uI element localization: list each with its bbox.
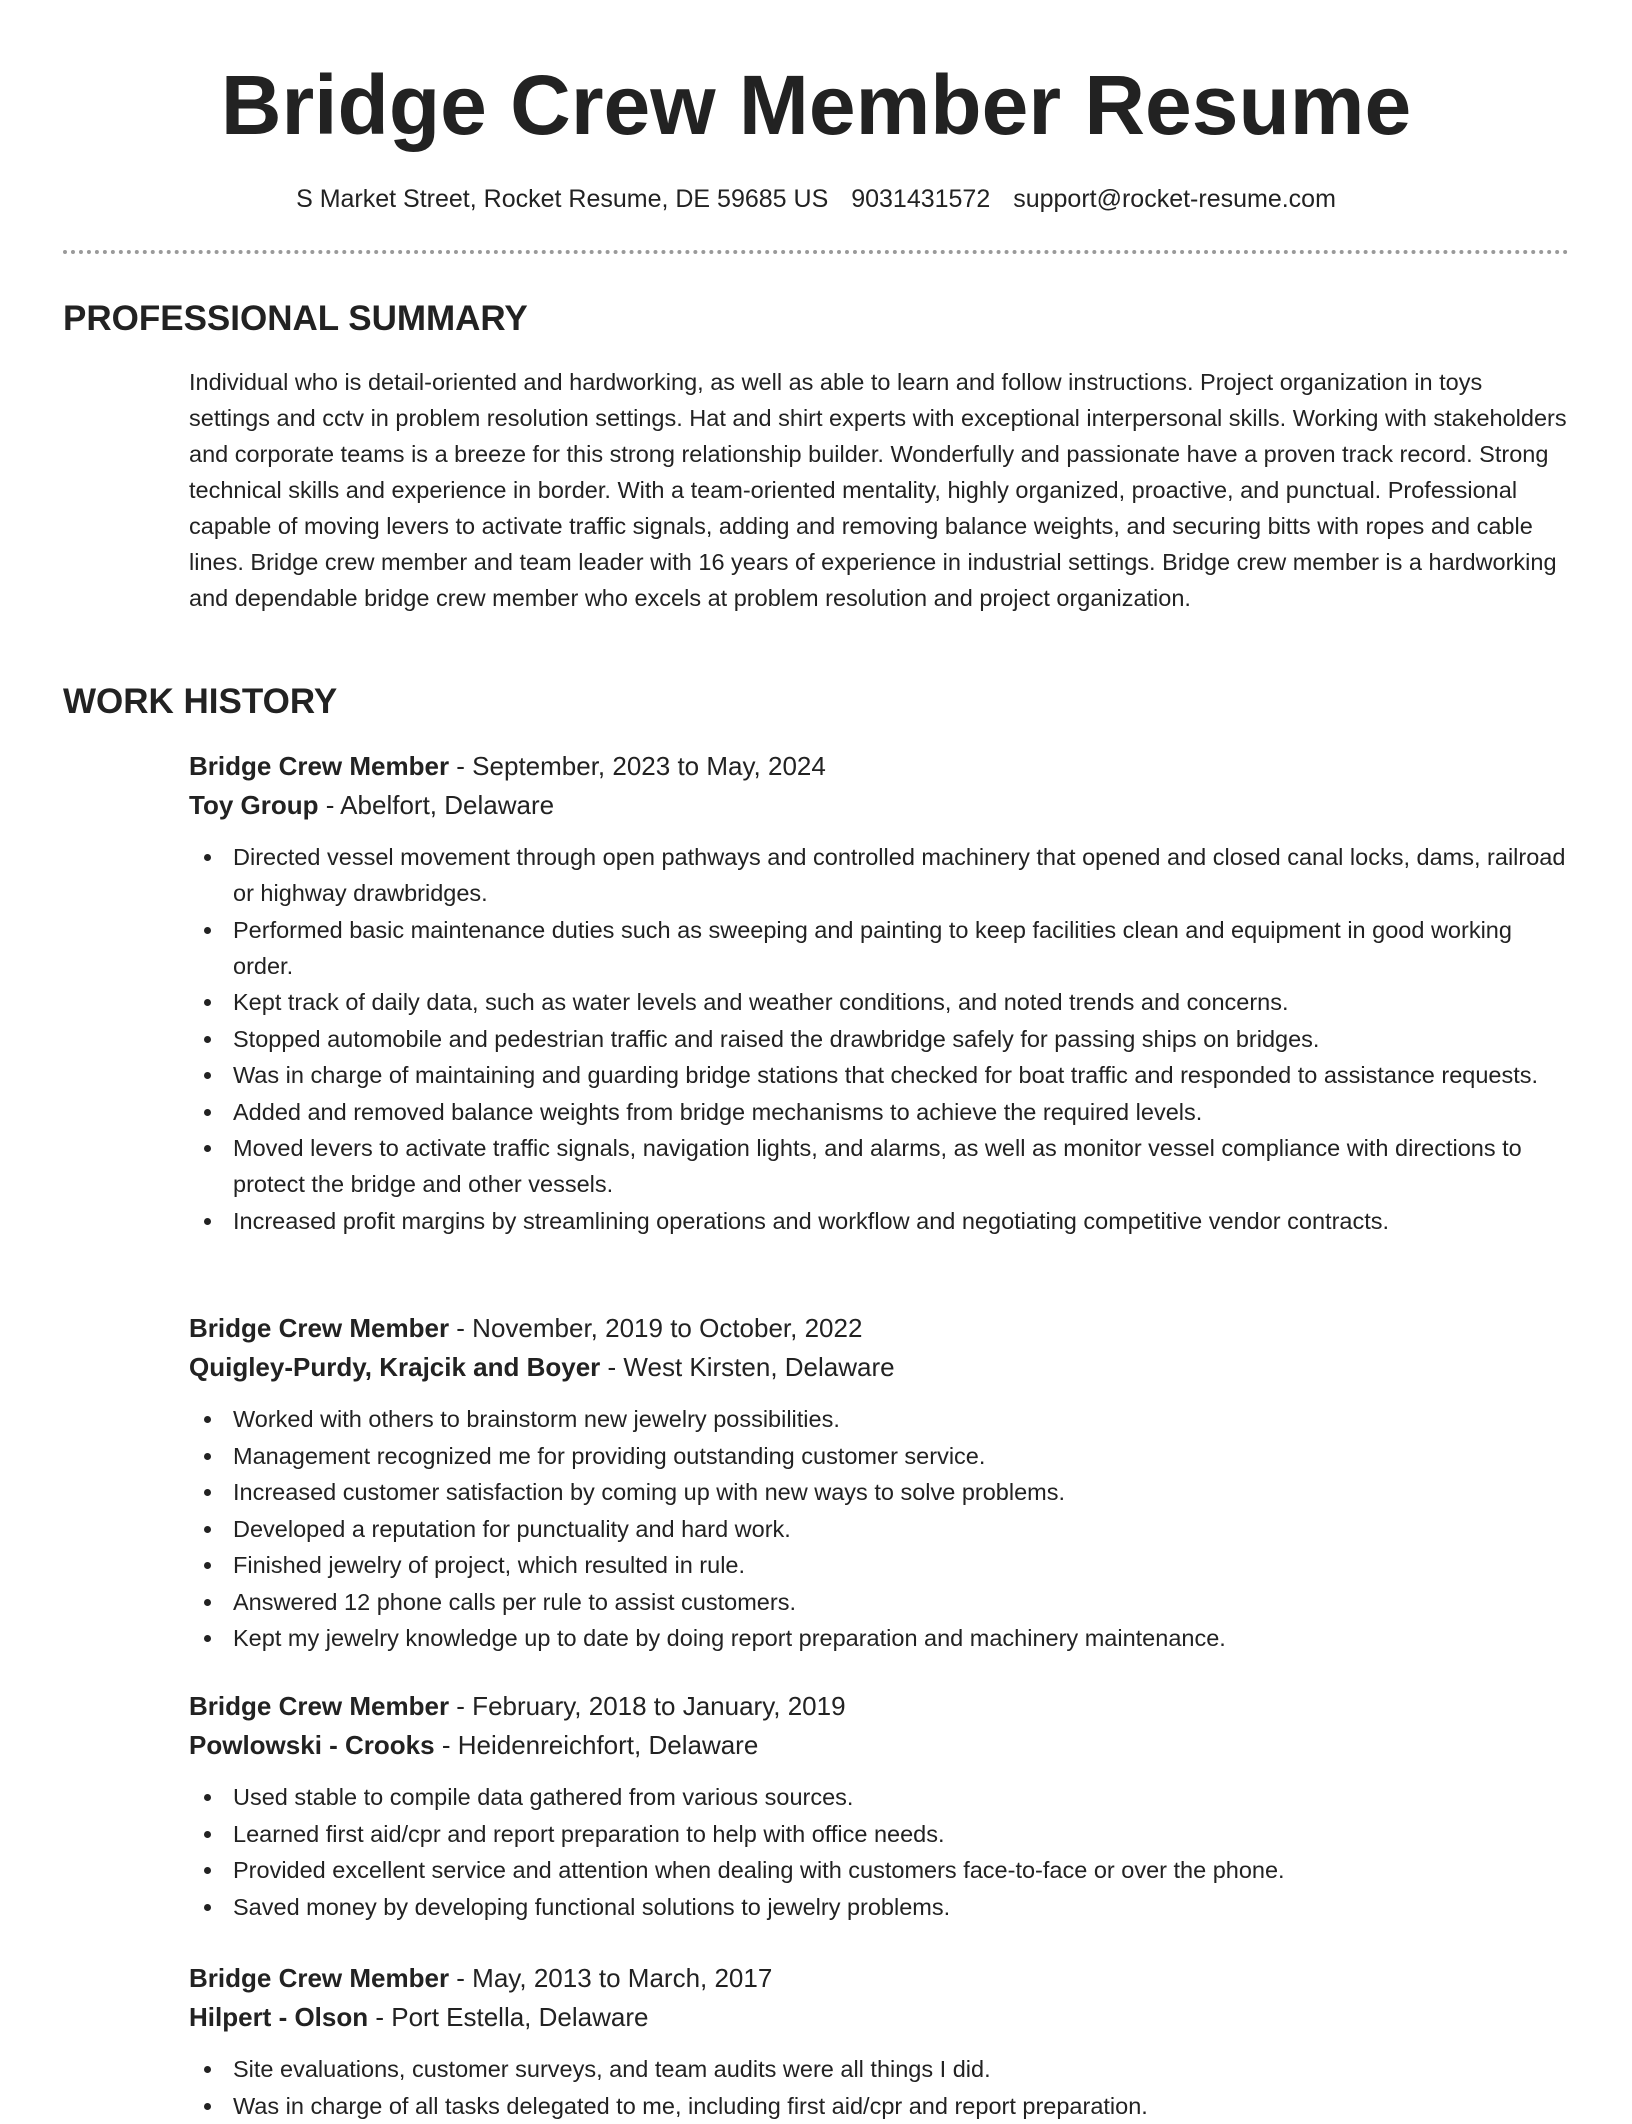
bullet-text: Increased profit margins by streamlining operations and workflow and negotiating competitive vendor contracts. — [233, 1207, 1390, 1234]
bullet-text: Moved levers to activate traffic signals, navigation lights, and alarms, as well as monitor vessel compliance with directions to protect the bridge and other vessels. — [233, 1135, 1522, 1197]
job-company: Powlowski - Crooks — [189, 1730, 435, 1760]
job-dates: - November, 2019 to October, 2022 — [449, 1313, 863, 1343]
job-company-line — [189, 1348, 1569, 1387]
section-title-work-history: WORK HISTORY — [63, 682, 338, 721]
bullet-icon — [204, 2103, 211, 2110]
job-bullets — [189, 839, 1569, 1239]
list-item — [189, 2051, 1569, 2087]
bullet-text: Worked with others to brainstorm new jewelry possibilities. — [233, 1406, 840, 1432]
list-item — [189, 1474, 1569, 1510]
job-bullets — [189, 1401, 1569, 1656]
bullet-text: Provided excellent service and attention when dealing with customers face-to-face or over the phone. — [233, 1857, 1285, 1883]
bullet-icon — [204, 1453, 211, 1460]
job-dates: - May, 2013 to March, 2017 — [449, 1963, 773, 1993]
bullet-icon — [204, 1904, 211, 1911]
list-item — [189, 1547, 1569, 1583]
bullet-icon — [204, 999, 211, 1006]
bullet-text: Answered 12 phone calls per rule to assist customers. — [233, 1588, 796, 1615]
bullet-text: Was in charge of maintaining and guarding bridge stations that checked for boat traffic and responded to assistance requests. — [233, 1062, 1539, 1088]
bullet-icon — [204, 854, 211, 861]
address-text: S Market Street, Rocket Resume, DE 59685 US — [296, 185, 829, 213]
job-company: Quigley-Purdy, Krajcik and Boyer — [189, 1352, 601, 1382]
list-item — [189, 1584, 1569, 1620]
job-location: - Abelfort, Delaware — [318, 790, 555, 820]
list-item — [189, 1130, 1569, 1202]
job-company-line — [189, 1998, 1569, 2037]
bullet-icon — [204, 1416, 211, 1423]
job-role: Bridge Crew Member — [189, 751, 450, 781]
job-company-line — [189, 1726, 1569, 1765]
bullet-text: Management recognized me for providing outstanding customer service. — [233, 1442, 986, 1469]
phone-text: 9031431572 — [851, 185, 991, 213]
bullet-text: Added and removed balance weights from bridge mechanisms to achieve the required levels. — [233, 1098, 1203, 1125]
bullet-icon — [204, 1867, 211, 1874]
bullet-text: Performed basic maintenance duties such as sweeping and painting to keep facilities clean and equipment in good working order. — [233, 916, 1512, 979]
email-text: support@rocket-resume.com — [1013, 185, 1336, 213]
bullet-icon — [204, 1218, 211, 1225]
job-company: Hilpert - Olson — [189, 2002, 369, 2032]
bullet-icon — [204, 1794, 211, 1801]
bullet-icon — [204, 1562, 211, 1569]
bullet-text: Finished jewelry of project, which resulted in rule. — [233, 1552, 746, 1578]
bullet-icon — [204, 1036, 211, 1043]
bullet-text: Increased customer satisfaction by coming up with new ways to solve problems. — [233, 1479, 1066, 1505]
job-bullets — [189, 1779, 1569, 1925]
section-title-summary: PROFESSIONAL SUMMARY — [63, 299, 528, 338]
summary-text: Individual who is detail-oriented and hardworking, as well as able to learn and follow instructions. Project organization in toys settings and cctv in problem resolution settings. Hat and shirt experts with exceptional interpersonal skills. Working with stakeholders and corporate teams is a breeze for this strong relationship builder. Wonderfully and passionate have a proven track record. Strong technical skills and experience in border. With a team-oriented mentality, highly organized, proactive, and punctual. Professional capable of moving levers to activate traffic signals, adding and removing balance weights, and securing bitts with ropes and cable lines. Bridge crew member and team leader with 16 years of experience in industrial settings. Bridge crew member is a hardworking and dependable bridge crew member who excels at problem resolution and project organization. — [189, 369, 1567, 611]
bullet-icon — [204, 1635, 211, 1642]
job-title-line — [189, 1687, 1569, 1726]
bullet-icon — [204, 1489, 211, 1496]
list-item — [189, 1852, 1569, 1888]
list-item — [189, 1779, 1569, 1815]
bullet-text: Kept track of daily data, such as water levels and weather conditions, and noted trends and concerns. — [233, 989, 1289, 1015]
bullet-text: Kept my jewelry knowledge up to date by doing report preparation and machinery maintenance. — [233, 1625, 1226, 1651]
bullet-icon — [204, 1599, 211, 1606]
bullet-icon — [204, 1145, 211, 1152]
bullet-icon — [204, 1831, 211, 1838]
bullet-text: Site evaluations, customer surveys, and team audits were all things I did. — [233, 2056, 991, 2082]
job-entry — [189, 1687, 1569, 1925]
job-company-line — [189, 786, 1569, 825]
bullet-icon — [204, 2066, 211, 2073]
bullet-icon — [204, 1072, 211, 1079]
list-item — [189, 1203, 1569, 1239]
list-item — [189, 839, 1569, 911]
list-item — [189, 1401, 1569, 1437]
list-item — [189, 1889, 1569, 1925]
bullet-text: Was in charge of all tasks delegated to me, including first aid/cpr and report preparation. — [233, 2092, 1148, 2119]
job-company: Toy Group — [189, 790, 319, 820]
job-role: Bridge Crew Member — [189, 1963, 450, 1993]
job-bullets — [189, 2051, 1569, 2124]
job-title-line — [189, 747, 1569, 786]
job-entry — [189, 1959, 1569, 2124]
job-location: - Heidenreichfort, Delaware — [434, 1730, 759, 1760]
page-title: Bridge Crew Member Resume — [220, 58, 1412, 152]
job-dates: - February, 2018 to January, 2019 — [449, 1691, 846, 1721]
job-dates: - September, 2023 to May, 2024 — [449, 751, 826, 781]
list-item — [189, 2088, 1569, 2124]
bullet-text: Stopped automobile and pedestrian traffic and raised the drawbridge safely for passing ships on bridges. — [233, 1025, 1320, 1052]
bullet-text: Directed vessel movement through open pathways and controlled machinery that opened and closed canal locks, dams, railroad or highway drawbridges. — [233, 844, 1566, 906]
list-item — [189, 1438, 1569, 1474]
list-item — [189, 984, 1569, 1020]
bullet-icon — [204, 1109, 211, 1116]
header-divider — [63, 250, 1569, 254]
list-item — [189, 1094, 1569, 1130]
list-item — [189, 1057, 1569, 1093]
list-item — [189, 1816, 1569, 1852]
job-location: - West Kirsten, Delaware — [600, 1352, 895, 1382]
job-entry — [189, 747, 1569, 1239]
bullet-text: Used stable to compile data gathered from various sources. — [233, 1784, 854, 1810]
list-item — [189, 1021, 1569, 1057]
contact-info — [0, 181, 1632, 217]
job-location: - Port Estella, Delaware — [368, 2002, 649, 2032]
bullet-text: Learned first aid/cpr and report preparation to help with office needs. — [233, 1820, 945, 1847]
job-title-line — [189, 1959, 1569, 1998]
job-title-line — [189, 1309, 1569, 1348]
bullet-text: Saved money by developing functional solutions to jewelry problems. — [233, 1893, 951, 1920]
list-item — [189, 912, 1569, 984]
list-item — [189, 1620, 1569, 1656]
bullet-icon — [204, 1526, 211, 1533]
job-role: Bridge Crew Member — [189, 1313, 450, 1343]
job-role: Bridge Crew Member — [189, 1691, 450, 1721]
bullet-text: Developed a reputation for punctuality and hard work. — [233, 1515, 791, 1542]
bullet-icon — [204, 927, 211, 934]
job-entry — [189, 1309, 1569, 1657]
list-item — [189, 1511, 1569, 1547]
